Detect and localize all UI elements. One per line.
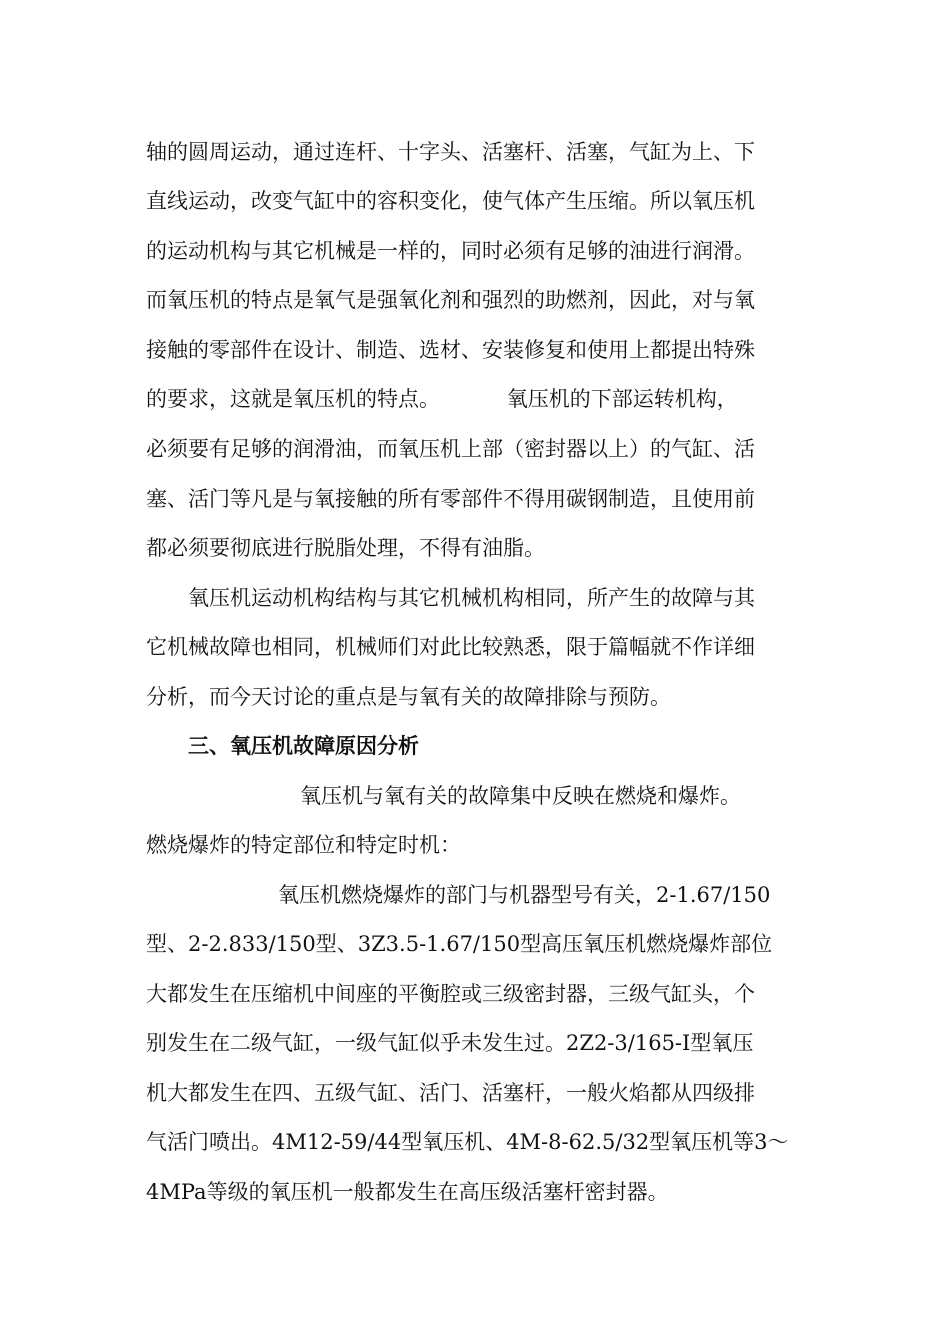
text-line: 都必须要彻底进行脱脂处理，不得有油脂。 (146, 536, 545, 560)
text-line: 而氧压机的特点是氧气是强氧化剂和强烈的助燃剂，因此，对与氧 (146, 288, 755, 312)
paragraph-first-line: 氧压机燃烧爆炸的部门与机器型号有关，2-1.67/150 (278, 883, 771, 907)
text-line: 大都发生在压缩机中间座的平衡腔或三级密封器，三级气缸头，个 (146, 982, 755, 1006)
text-line: 4MPa等级的氧压机一般都发生在高压级活塞杆密封器。 (146, 1180, 669, 1204)
text-line: 的运动机构与其它机械是一样的，同时必须有足够的油进行润滑。 (146, 239, 755, 263)
section-heading: 三、氧压机故障原因分析 (188, 733, 419, 758)
text-line: 塞、活门等凡是与氧接触的所有零部件不得用碳钢制造，且使用前 (146, 487, 755, 511)
text-line: 燃烧爆炸的特定部位和特定时机： (146, 833, 461, 857)
text-line: 机大都发生在四、五级气缸、活门、活塞杆，一般火焰都从四级排 (146, 1081, 755, 1105)
text-line: 它机械故障也相同，机械师们对此比较熟悉，限于篇幅就不作详细 (146, 635, 755, 659)
text-line: 别发生在二级气缸，一级气缸似乎未发生过。2Z2-3/165-Ⅰ型氧压 (146, 1031, 754, 1055)
text-line: 接触的零部件在设计、制造、选材、安装修复和使用上都提出特殊 (146, 338, 755, 362)
paragraph-first-line: 氧压机与氧有关的故障集中反映在燃烧和爆炸。 (300, 784, 741, 808)
text-line: 气活门喷出。4M12-59/44型氧压机、4M-8-62.5/32型氧压机等3～ (146, 1130, 789, 1154)
text-line: 轴的圆周运动，通过连杆、十字头、活塞杆、活塞，气缸为上、下 (146, 140, 755, 164)
text-line: 直线运动，改变气缸中的容积变化，使气体产生压缩。所以氧压机 (146, 189, 755, 213)
text-line: 型、2-2.833/150型、3Z3.5-1.67/150型高压氧压机燃烧爆炸部位 (146, 932, 773, 956)
text-line: 必须要有足够的润滑油，而氧压机上部（密封器以上）的气缸、活 (146, 437, 755, 461)
paragraph-first-line: 氧压机运动机构结构与其它机械机构相同，所产生的故障与其 (188, 586, 755, 610)
text-line: 分析，而今天讨论的重点是与氧有关的故障排除与预防。 (146, 685, 671, 709)
text-line: 的要求，这就是氧压机的特点。 氧压机的下部运转机构， (146, 387, 738, 411)
